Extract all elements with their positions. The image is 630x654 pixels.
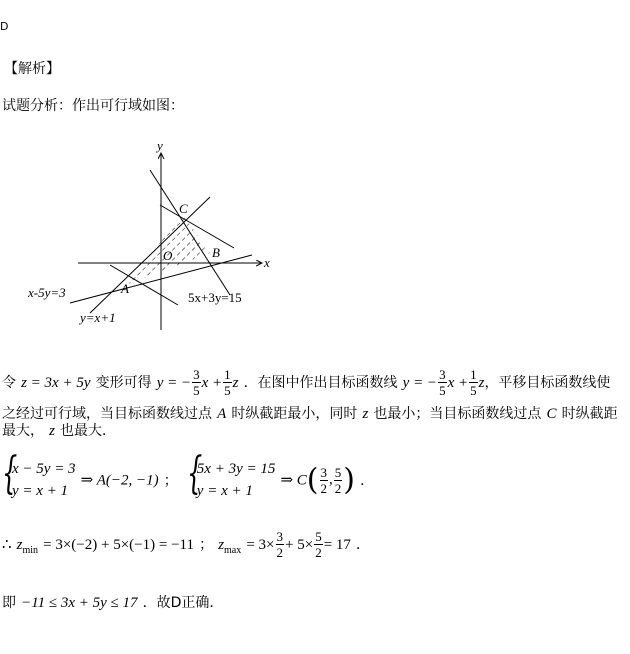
zmax-expr-pre: = 3× bbox=[246, 537, 275, 553]
answer-letter: D bbox=[0, 20, 9, 33]
zmax-frac-2: $\frac{5}{2}$ bbox=[315, 529, 322, 560]
fraction-1-5: $\frac{1}{5}$ bbox=[224, 367, 231, 398]
z-ref: z bbox=[362, 406, 369, 422]
point-c-ref: C bbox=[546, 406, 557, 422]
line-5x-3y-15 bbox=[150, 170, 230, 295]
zmin-zmax-row bbox=[2, 530, 370, 559]
point-a-ref: A bbox=[217, 406, 227, 422]
section-title: 【解析】 bbox=[4, 61, 60, 77]
intro-text: 试题分析：作出可行域如图： bbox=[2, 98, 184, 114]
fraction-3-5-b: $\frac{3}{5}$ bbox=[439, 367, 446, 398]
conclusion-lead: 即 bbox=[2, 595, 16, 611]
cy-fraction: $\frac{5}{2}$ bbox=[334, 464, 342, 496]
lead-text: 令 bbox=[2, 375, 16, 391]
objective-function: z = 3x + 5y bbox=[21, 375, 91, 391]
axis-x-label: x bbox=[264, 255, 270, 270]
line3-a: 最大， bbox=[2, 423, 44, 439]
conclusion-tail: ．故D正确． bbox=[142, 595, 224, 611]
cx-fraction: $\frac{3}{2}$ bbox=[320, 464, 327, 496]
conclusion-line bbox=[2, 592, 223, 612]
line-label-y-x-1: y=x+1 bbox=[80, 310, 116, 325]
feasible-region-figure bbox=[20, 135, 280, 335]
line-label-5x-3y: 5x+3y=15 bbox=[188, 290, 242, 305]
z-var: z bbox=[232, 375, 239, 391]
point-b-label: B bbox=[212, 245, 220, 260]
period: ． bbox=[360, 473, 375, 489]
line2-c: 也最小；当目标函数线过点 bbox=[373, 406, 542, 422]
y-expr-2: y = − bbox=[402, 375, 438, 391]
zmin-label: z bbox=[16, 537, 23, 553]
conclusion-inequality: −11 ≤ 3x + 5y ≤ 17 bbox=[21, 595, 138, 611]
separator-2: ； bbox=[199, 537, 214, 553]
line3-b: 也最大． bbox=[60, 423, 117, 439]
y-expr: y = − bbox=[156, 375, 192, 391]
line2-d: 时纵截距 bbox=[561, 406, 618, 422]
line-label-x-5y: x-5y=3 bbox=[28, 285, 66, 300]
paragraph-line-3 bbox=[2, 420, 116, 440]
separator: ； bbox=[163, 473, 178, 489]
x-plus-2: x + bbox=[447, 375, 469, 391]
z-ref-2: z bbox=[49, 423, 55, 439]
transform-text: 变形可得 bbox=[95, 375, 152, 391]
systems-row: { x − 5y = 3 y = x + 1 ⇒ A(−2, −1) ； { 5x + 3y = 15 y = x + 1 ⇒ C( $\frac{3}{2}$ , $\frac{5}{2}$ ) ． bbox=[4, 458, 374, 502]
point-c-label: C bbox=[179, 201, 188, 216]
zmax-expr-post: = 17 bbox=[323, 537, 351, 553]
z-var-2: z bbox=[478, 375, 485, 391]
line2-b: 时纵截距最小，同时 bbox=[231, 406, 358, 422]
system-a-result: ⇒ A(−2, −1) bbox=[80, 472, 159, 489]
zmin-sub: min bbox=[22, 545, 39, 557]
system-a: { x − 5y = 3 y = x + 1 bbox=[2, 448, 76, 499]
tail-text-1: ．在图中作出目标函数线 bbox=[243, 375, 398, 391]
fraction-3-5: $\frac{3}{5}$ bbox=[193, 367, 200, 398]
zmax-frac-1: $\frac{3}{2}$ bbox=[276, 529, 284, 560]
zmax-label: z bbox=[218, 537, 225, 553]
tail-text-2: ，平移目标函数线使 bbox=[484, 375, 611, 391]
zmax-mid: + 5× bbox=[285, 537, 314, 553]
therefore-symbol: ∴ bbox=[2, 537, 12, 553]
paragraph-line-1 bbox=[2, 368, 610, 397]
period-2: ． bbox=[356, 537, 370, 553]
point-o-label: O bbox=[163, 248, 173, 263]
point-a-label: A bbox=[121, 281, 129, 296]
zmin-expression: = 3×(−2) + 5×(−1) = −11 bbox=[43, 537, 194, 553]
axis-y-label: y bbox=[157, 138, 163, 153]
zmax-sub: max bbox=[224, 545, 242, 557]
system-c-result: ⇒ C bbox=[280, 472, 307, 489]
fraction-1-5-b: $\frac{1}{5}$ bbox=[470, 367, 477, 398]
line2-a: 之经过可行域，当目标函数线过点 bbox=[2, 406, 212, 422]
system-c: { 5x + 3y = 15 y = x + 1 bbox=[186, 448, 276, 499]
x-plus: x + bbox=[201, 375, 223, 391]
